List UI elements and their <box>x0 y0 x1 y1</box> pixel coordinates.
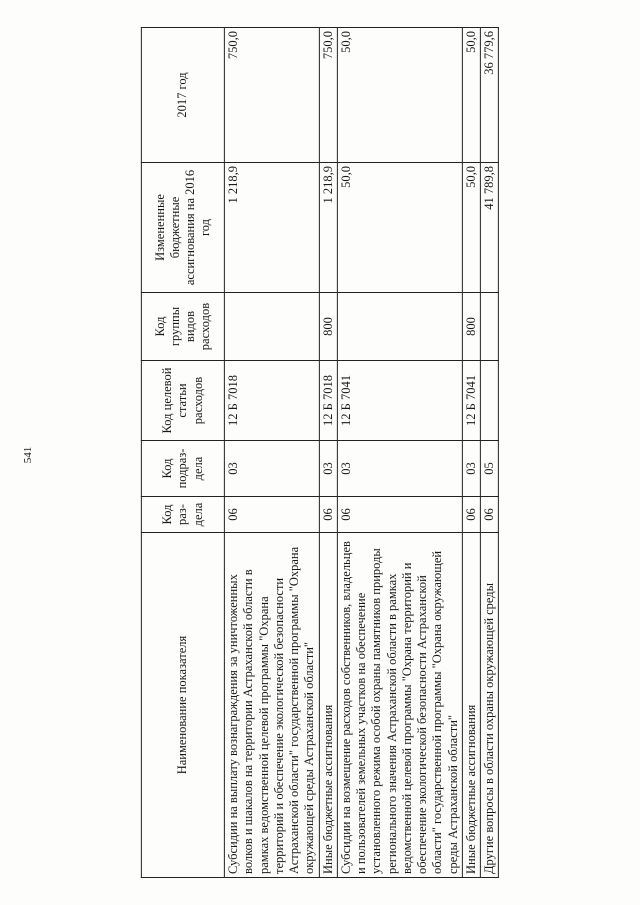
budget-table-wrapper <box>141 28 499 878</box>
cell-razdel: 06 <box>480 496 498 532</box>
cell-podrazdel: 03 <box>319 440 337 496</box>
cell-changed-2016: 1 218,9 <box>224 162 319 292</box>
cell-razdel: 06 <box>224 496 319 532</box>
header-row <box>141 27 224 877</box>
cell-expense-group <box>480 292 498 360</box>
cell-changed-2016: 50,0 <box>462 162 480 292</box>
table-row <box>224 27 319 877</box>
cell-razdel: 06 <box>319 496 337 532</box>
cell-2017: 50,0 <box>462 27 480 162</box>
budget-table <box>141 27 499 878</box>
cell-razdel: 06 <box>337 496 462 532</box>
table-row <box>319 27 337 877</box>
cell-changed-2016: 41 789,8 <box>480 162 498 292</box>
table-row <box>462 27 480 877</box>
header-2017: 2017 год <box>141 27 224 162</box>
cell-expense-group: 800 <box>462 292 480 360</box>
cell-expense-group: 800 <box>319 292 337 360</box>
cell-target-article: 12 Б 7018 <box>224 360 319 440</box>
cell-podrazdel: 05 <box>480 440 498 496</box>
cell-target-article: 12 Б 7041 <box>462 360 480 440</box>
cell-podrazdel: 03 <box>224 440 319 496</box>
header-changed-2016: Измененные бюджетные ассигнования на 2016 год <box>141 162 224 292</box>
table-row <box>480 27 498 877</box>
cell-name: Другие вопросы в области охраны окружающей среды <box>480 532 498 877</box>
cell-name: Субсидии на выплату вознаграждения за уничтоженных волков и шакалов на территории Астраханской области в рамках ведомственной целевой программы "Охрана территорий и обеспечение экологической безопасности Астраханской области" государственной программы "Охрана окружающей среды Астраханской области" <box>224 532 319 877</box>
header-podrazdel: Код подраз-дела <box>141 440 224 496</box>
cell-razdel: 06 <box>462 496 480 532</box>
page-number: 541 <box>22 446 34 464</box>
cell-expense-group <box>224 292 319 360</box>
cell-2017: 750,0 <box>319 27 337 162</box>
cell-target-article: 12 Б 7041 <box>337 360 462 440</box>
header-razdel: Код раз-дела <box>141 496 224 532</box>
cell-expense-group <box>337 292 462 360</box>
cell-name: Субсидии на возмещение расходов собственников, владельцев и пользователей земельных участков на обеспечение установленного режима особой охраны памятников природы регионального значения Астраханской области в рамках ведомственной целевой программы "Охрана территорий и обеспечение экологической безопасности Астраханской области" государственной программы "Охрана окружающей среды Астраханской области" <box>337 532 462 877</box>
header-name: Наименование показателя <box>141 532 224 877</box>
cell-changed-2016: 50,0 <box>337 162 462 292</box>
cell-name: Иные бюджетные ассигнования <box>462 532 480 877</box>
table-row <box>337 27 462 877</box>
cell-changed-2016: 1 218,9 <box>319 162 337 292</box>
cell-2017: 36 779,6 <box>480 27 498 162</box>
cell-podrazdel: 03 <box>337 440 462 496</box>
cell-2017: 50,0 <box>337 27 462 162</box>
cell-target-article: 12 Б 7018 <box>319 360 337 440</box>
cell-target-article <box>480 360 498 440</box>
header-expense-group: Код группы видов расходов <box>141 292 224 360</box>
cell-2017: 750,0 <box>224 27 319 162</box>
header-target-article: Код целевой статьи расходов <box>141 360 224 440</box>
cell-podrazdel: 03 <box>462 440 480 496</box>
cell-name: Иные бюджетные ассигнования <box>319 532 337 877</box>
